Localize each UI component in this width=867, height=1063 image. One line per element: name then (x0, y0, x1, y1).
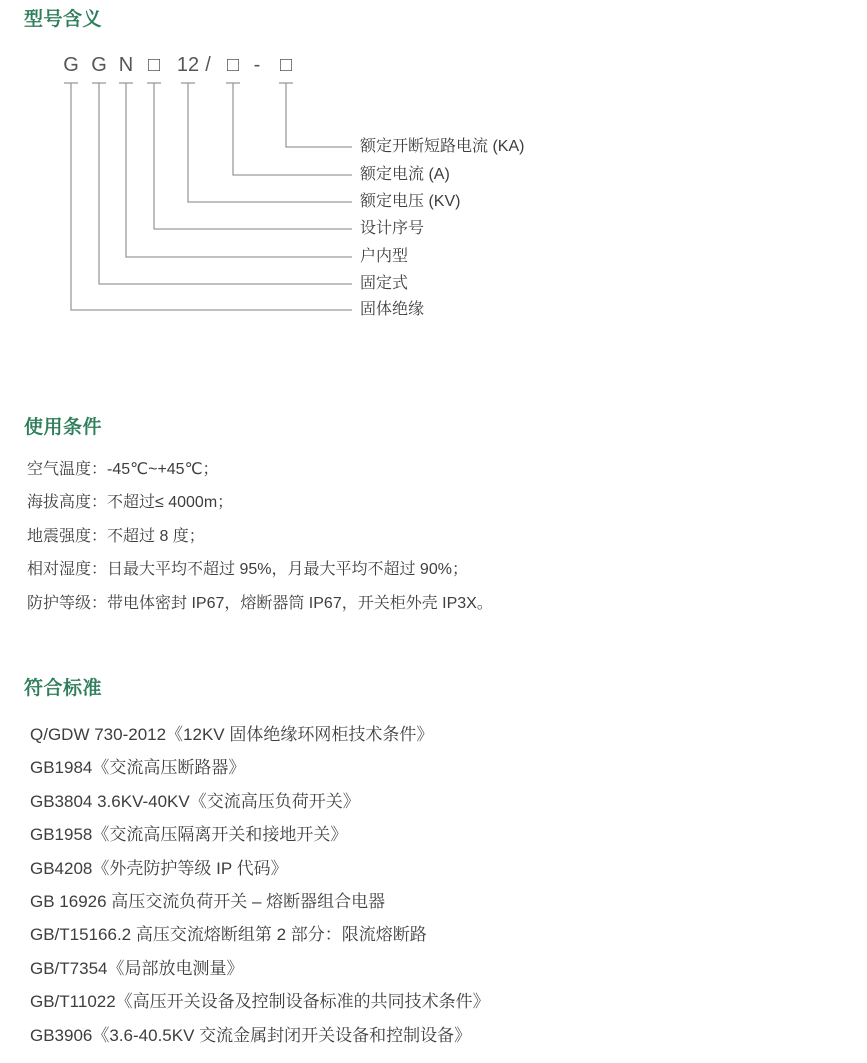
standard-item: GB/T15166.2 高压交流熔断组第 2 部分：限流熔断路 (30, 925, 427, 945)
model-char: N (118, 54, 134, 76)
model-code-label: 额定电流 (A) (360, 166, 450, 183)
model-char: G (91, 54, 107, 76)
model-char: G (63, 54, 79, 76)
standard-item: GB3804 3.6KV-40KV《交流高压负荷开关》 (30, 791, 360, 811)
condition-item: 地震强度：不超过 8 度； (27, 527, 205, 545)
model-char-box: □ (226, 54, 240, 76)
conditions-section-heading: 使用条件 (24, 417, 103, 438)
model-code-label: 固体绝缘 (360, 301, 425, 318)
model-code-label: 额定电压 (KV) (360, 193, 461, 210)
standard-item: GB/T11022《高压开关设备及控制设备标准的共同技术条件》 (30, 992, 490, 1012)
standard-item: GB 16926 高压交流负荷开关 – 熔断器组合电器 (30, 891, 386, 911)
model-char-box: □ (147, 54, 161, 76)
model-code-label: 固定式 (360, 275, 409, 292)
condition-item: 相对湿度：日最大平均不超过 95%，月最大平均不超过 90%； (27, 561, 468, 579)
model-code-label: 户内型 (360, 248, 409, 265)
standard-item: GB1958《交流高压隔离开关和接地开关》 (30, 825, 348, 845)
conditions-list (27, 453, 493, 620)
model-code-label: 额定开断短路电流 (KA) (360, 138, 525, 155)
standards-list (30, 718, 490, 1052)
condition-item: 海拔高度：不超过≤ 4000m； (27, 494, 234, 512)
condition-item: 防护等级：带电体密封 IP67，熔断器筒 IP67，开关柜外壳 IP3X。 (27, 594, 493, 612)
standards-section-heading: 符合标准 (24, 678, 103, 699)
standard-item: GB1984《交流高压断路器》 (30, 758, 246, 778)
model-char: 12 (176, 54, 200, 76)
condition-item: 空气温度：-45℃~+45℃； (27, 461, 219, 478)
model-char-box: □ (279, 54, 293, 76)
model-code-label: 设计序号 (360, 220, 425, 237)
model-char-dash: - (253, 54, 261, 76)
standard-item: Q/GDW 730-2012《12KV 固体绝缘环网柜技术条件》 (30, 725, 434, 744)
model-char-slash: / (205, 54, 211, 76)
standard-item: GB4208《外壳防护等级 IP 代码》 (30, 858, 288, 878)
model-code-diagram (0, 48, 867, 338)
standard-item: GB/T7354《局部放电测量》 (30, 958, 244, 978)
model-section-heading: 型号含义 (24, 9, 103, 30)
standard-item: GB3906《3.6-40.5KV 交流金属封闭开关设备和控制设备》 (30, 1025, 472, 1045)
